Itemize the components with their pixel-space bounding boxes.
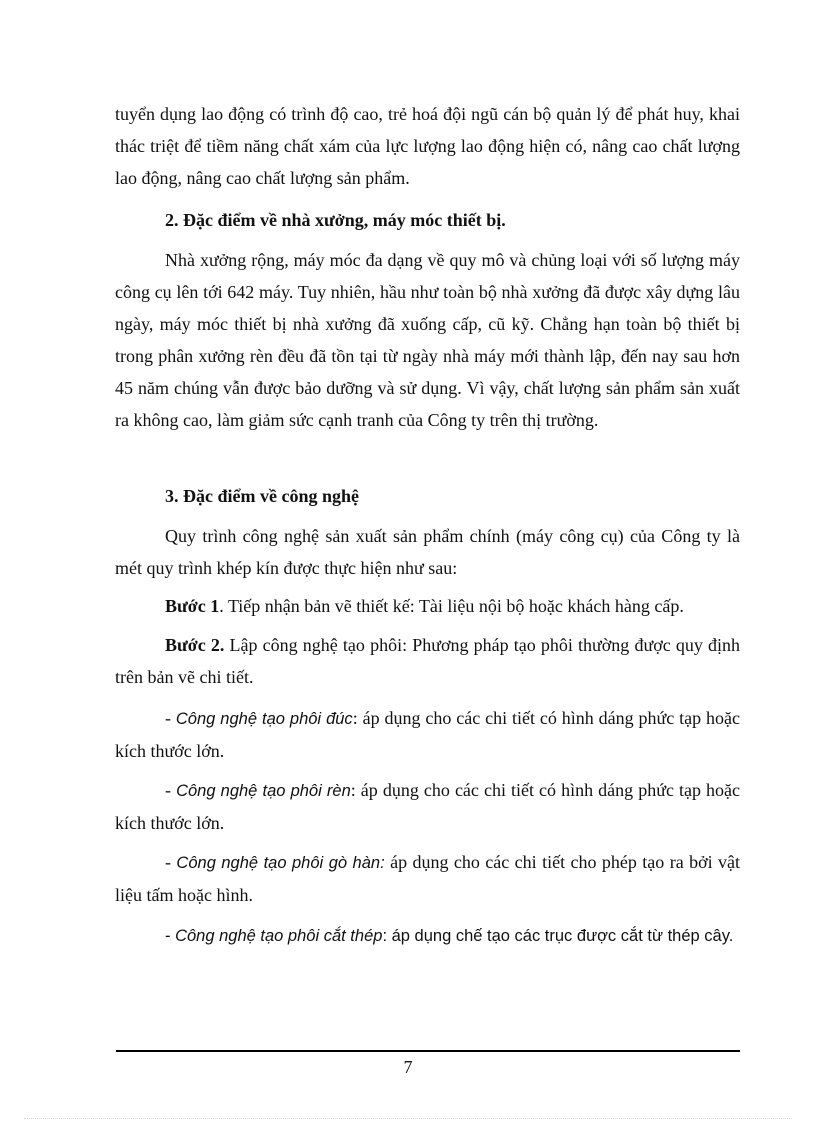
list-item-casting-term: Công nghệ tạo phôi đúc [175,710,353,728]
list-item-forging-text: : áp dụng cho các chi tiết có hình dáng phức tạp hoặc kích thước lớn. [115,780,741,833]
list-item-casting-text: : áp dụng cho các chi tiết có hình dáng phức tạp hoặc kích thước lớn. [115,708,740,761]
list-item-welding [115,846,740,911]
list-item-steel-cutting [115,920,740,952]
paragraph-workshop-equipment: Nhà xưởng rộng, máy móc đa dạng về quy mô và chủng loại với số lượng máy công cụ lên tới 642 máy. Tuy nhiên, hầu như toàn bộ nhà xưởng đã được xây dựng lâu ngày, máy móc thiết bị nhà xưởng đã xuống cấp, cũ kỹ. Chẳng hạn toàn bộ thiết bị trong phân xưởng rèn đều đã tồn tại từ ngày nhà máy mới thành lập, đến nay sau hơn 45 năm chúng vẫn được bảo dưỡng và sử dụng. Vì vậy, chất lượng sản phẩm sản xuất ra không cao, làm giảm sức cạnh tranh của Công ty trên thị trường. [115,250,740,430]
list-item-welding-term: Công nghệ tạo phôi gò hàn: [176,854,385,872]
paragraph-intro-continuation: tuyển dụng lao động có trình độ cao, trẻ hoá đội ngũ cán bộ quản lý để phát huy, khai thác triệt để tiềm năng chất xám của lực lượng lao động hiện có, nâng cao chất lượng lao động, nâng cao chất lượng sản phẩm. [115,104,740,188]
list-item-casting [115,702,740,767]
paragraph-process-intro: Quy trình công nghệ sản xuất sản phẩm chính (máy công cụ) của Công ty là mét quy trình khép kín được thực hiện như sau: [115,526,740,578]
page-boundary [24,1118,792,1119]
step-2-text: Lập công nghệ tạo phôi: Phương pháp tạo phôi thường được quy định trên bản vẽ chi tiết. [115,635,740,687]
section-heading-3: 3. Đặc điểm về công nghệ [165,486,359,506]
step-1 [115,590,740,622]
step-2-label: Bước 2. [165,635,225,655]
step-1-label: Bước 1 [165,596,220,616]
list-item-casting-prefix: - [165,708,176,728]
list-item-steel-cutting-text: : áp dụng chế tạo các trục được cắt từ thép cây. [382,927,734,945]
list-item-welding-prefix: - [165,852,177,872]
list-item-welding-text: áp dụng cho các chi tiết cho phép tạo ra bởi vật liệu tấm hoặc hình. [115,852,741,905]
list-item-steel-cutting-prefix: - [165,927,176,945]
list-item-forging [115,774,740,839]
list-item-steel-cutting-term: Công nghệ tạo phôi cắt thép [175,927,383,945]
page-number: 7 [403,1057,413,1077]
footer-divider [116,1050,740,1052]
step-1-text: . Tiếp nhận bản vẽ thiết kế: Tài liệu nội bộ hoặc khách hàng cấp. [219,596,684,616]
list-item-forging-prefix: - [165,780,177,800]
section-heading-2: 2. Đặc điểm về nhà xưởng, máy móc thiết bị. [165,210,506,230]
list-item-forging-term: Công nghệ tạo phôi rèn [176,782,351,800]
step-2 [115,629,740,693]
